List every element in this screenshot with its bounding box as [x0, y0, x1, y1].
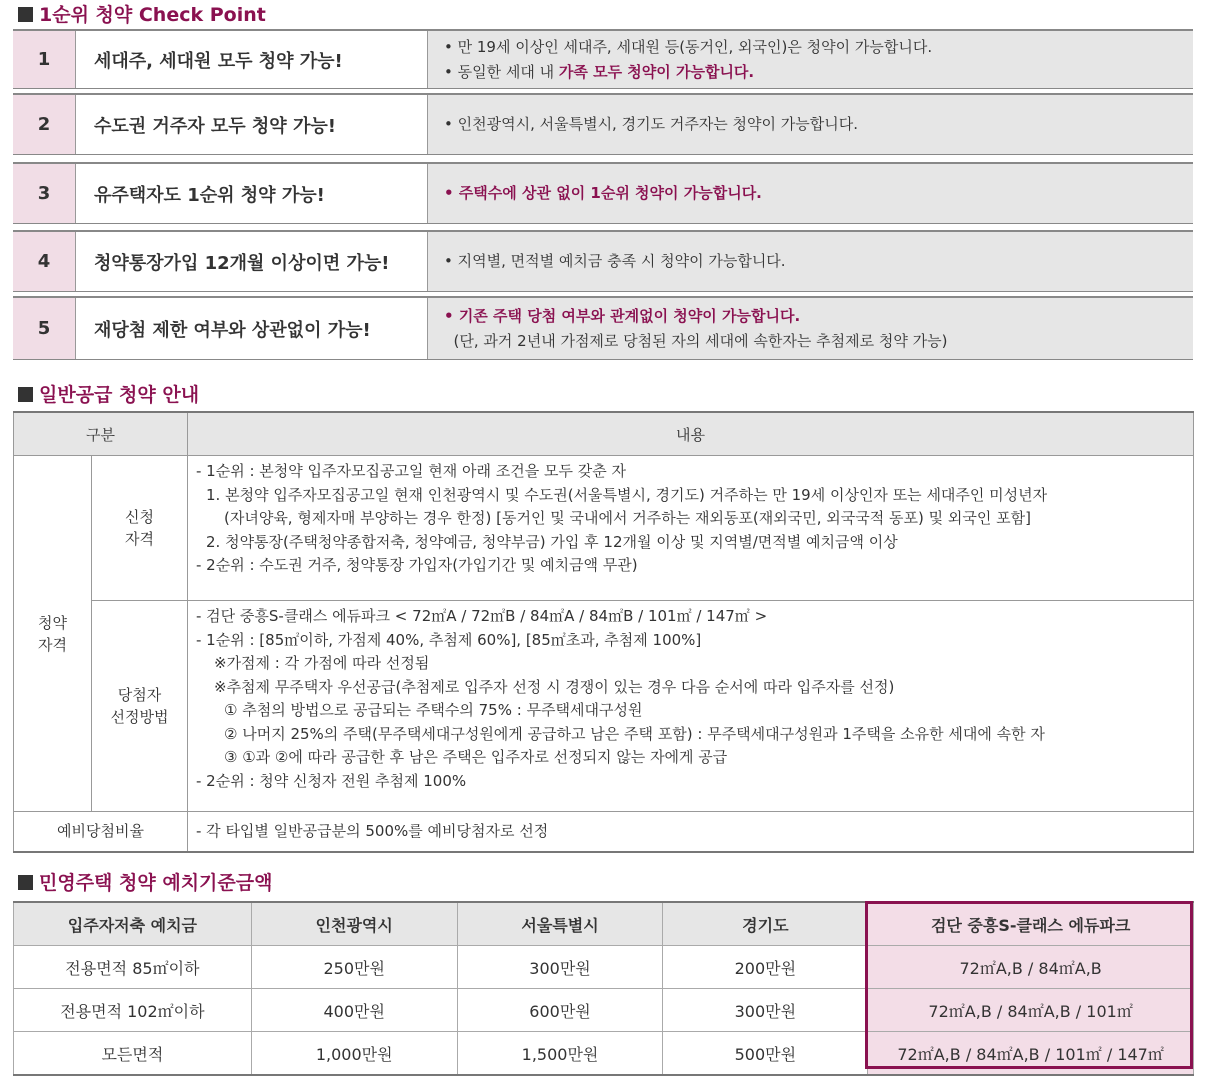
deposit-cell: 모든면적 [14, 1032, 252, 1076]
section3-title-text: 민영주택 청약 예치기준금액 [39, 872, 273, 894]
description-text: • [444, 184, 459, 202]
square-bullet-icon [18, 875, 33, 890]
deposit-cell: 200만원 [663, 946, 868, 989]
deposit-cell: 1,000만원 [251, 1032, 457, 1076]
checkpoint-title: 수도권 거주자 모두 청약 가능! [76, 95, 428, 154]
square-bullet-icon [18, 387, 33, 402]
deposit-cell: 전용면적 85㎡이하 [14, 946, 252, 989]
reserve-label: 예비당첨비율 [14, 812, 188, 852]
selection-label: 당첨자 선정방법 [92, 601, 188, 812]
highlight-text: 주택수에 상관 없이 1순위 청약이 가능합니다. [458, 184, 762, 202]
description-line [444, 181, 1193, 206]
general-supply-table [13, 411, 1194, 853]
group-label: 청약 자격 [14, 456, 92, 812]
checkpoint-title: 재당첨 제한 여부와 상관없이 가능! [76, 298, 428, 359]
checkpoint-description [428, 31, 1193, 88]
checkpoint-row [13, 296, 1193, 360]
selection-line: - 검단 중흥S-클래스 에듀파크 < 72㎡A / 72㎡B / 84㎡A / 84㎡B / 101㎡ / 147㎡ > [196, 607, 768, 625]
description-line [444, 35, 1193, 60]
checkpoint-row [13, 230, 1193, 292]
selection-line: ※가점제 : 각 가점에 따라 선정됨 [214, 654, 430, 672]
reserve-content: - 각 타입별 일반공급분의 500%를 예비당첨자로 선정 [188, 812, 1194, 852]
checkpoint-number: 4 [13, 232, 76, 291]
section1-title-text: 1순위 청약 Check Point [39, 4, 266, 26]
square-bullet-icon [18, 7, 33, 22]
deposit-header: 검단 중흥S-클래스 에듀파크 [868, 902, 1194, 946]
description-text: • 인천광역시, 서울특별시, 경기도 거주자는 청약이 가능합니다. [444, 115, 859, 133]
qualification-line: 1. 본청약 입주자모집공고일 현재 인천광역시 및 수도권(서울특별시, 경기도) 거주하는 만 19세 이상인자 또는 세대주인 미성년자 [206, 485, 1048, 504]
description-line [444, 249, 1193, 274]
deposit-cell: 300만원 [457, 946, 663, 989]
deposit-row [14, 1032, 1194, 1076]
deposit-cell: 72㎡A,B / 84㎡A,B / 101㎡ / 147㎡ [868, 1032, 1194, 1076]
deposit-cell: 72㎡A,B / 84㎡A,B [868, 946, 1194, 989]
checkpoint-title: 청약통장가입 12개월 이상이면 가능! [76, 232, 428, 291]
checkpoint-description [428, 298, 1193, 359]
deposit-cell: 전용면적 102㎡이하 [14, 989, 252, 1032]
selection-line: ※추첨제 무주택자 우선공급(추첨제로 입주자 선정 시 경쟁이 있는 경우 다음 순서에 따라 입주자를 선정) [214, 677, 895, 696]
checkpoint-title: 세대주, 세대원 모두 청약 가능! [76, 31, 428, 88]
checkpoint-description [428, 164, 1193, 223]
selection-line: ② 나머지 25%의 주택(무주택세대구성원에게 공급하고 남은 주택 포함) : 무주택세대구성원과 1주택을 소유한 세대에 속한 자 [224, 724, 1045, 743]
deposit-header: 인천광역시 [251, 902, 457, 946]
description-line [444, 304, 1193, 329]
description-line [444, 60, 1193, 85]
checkpoint-row [13, 29, 1193, 89]
highlight-text: 기존 주택 당첨 여부와 관계없이 청약이 가능합니다. [458, 306, 801, 325]
deposit-row [14, 946, 1194, 989]
qualification-line: - 1순위 : 본청약 입주자모집공고일 현재 아래 조건을 모두 갖춘 자 [196, 462, 626, 480]
section3-title [18, 868, 272, 895]
selection-line: - 2순위 : 청약 신청자 전원 추첨제 100% [196, 771, 467, 790]
deposit-header: 서울특별시 [457, 902, 663, 946]
qualification-label: 신청 자격 [92, 456, 188, 601]
deposit-row [14, 989, 1194, 1032]
deposit-header: 입주자저축 예치금 [14, 902, 252, 946]
deposit-cell: 500만원 [663, 1032, 868, 1076]
qualification-line: (자녀양육, 형제자매 부양하는 경우 한정) [동거인 및 국내에서 거주하는 재외동포(재외국민, 외국국적 동포) 및 외국인 포함] [224, 509, 1031, 527]
description-line [444, 112, 1193, 137]
deposit-cell: 400만원 [251, 989, 457, 1032]
checkpoint-number: 2 [13, 95, 76, 154]
checkpoint-number: 5 [13, 298, 76, 359]
description-text: (단, 과거 2년내 가점제로 당첨된 자의 세대에 속한자는 추첨제로 청약 가능) [444, 331, 948, 350]
deposit-cell: 1,500만원 [457, 1032, 663, 1076]
description-text: • 만 19세 이상인 세대주, 세대원 등(동거인, 외국인)은 청약이 가능합니다. [444, 37, 933, 56]
qualification-content [188, 456, 1194, 601]
checkpoint-number: 1 [13, 31, 76, 88]
header-content: 내용 [188, 412, 1194, 456]
checkpoint-description [428, 95, 1193, 154]
checkpoint-row [13, 162, 1193, 224]
header-category: 구분 [14, 412, 188, 456]
description-text: • 동일한 세대 내 [444, 62, 559, 81]
checkpoint-number: 3 [13, 164, 76, 223]
checkpoint-row [13, 93, 1193, 155]
section2-title [18, 380, 199, 407]
qualification-line: 2. 청약통장(주택청약종합저축, 청약예금, 청약부금) 가입 후 12개월 이상 및 지역별/면적별 예치금액 이상 [206, 532, 898, 551]
selection-line: ③ ①과 ②에 따라 공급한 후 남은 주택은 입주자로 선정되지 않는 자에게 공급 [224, 748, 728, 766]
qualification-line: - 2순위 : 수도권 거주, 청약통장 가입자(가입기간 및 예치금액 무관) [196, 556, 638, 574]
highlight-text: 가족 모두 청약이 가능합니다. [558, 62, 755, 81]
checkpoint-description [428, 232, 1193, 291]
selection-content [188, 601, 1194, 812]
description-line [444, 329, 1193, 354]
deposit-cell: 600만원 [457, 989, 663, 1032]
deposit-header: 경기도 [663, 902, 868, 946]
deposit-table [13, 901, 1194, 1076]
description-text: • 지역별, 면적별 예치금 충족 시 청약이 가능합니다. [444, 252, 786, 270]
section1-title [18, 0, 266, 27]
selection-line: ① 추첨의 방법으로 공급되는 주택수의 75% : 무주택세대구성원 [224, 701, 643, 719]
deposit-cell: 250만원 [251, 946, 457, 989]
deposit-cell: 72㎡A,B / 84㎡A,B / 101㎡ [868, 989, 1194, 1032]
deposit-cell: 300만원 [663, 989, 868, 1032]
section2-title-text: 일반공급 청약 안내 [39, 384, 200, 406]
description-text: • [444, 306, 459, 325]
selection-line: - 1순위 : [85㎡이하, 가점제 40%, 추첨제 60%], [85㎡초과, 추첨제 100%] [196, 630, 702, 649]
checkpoint-title: 유주택자도 1순위 청약 가능! [76, 164, 428, 223]
